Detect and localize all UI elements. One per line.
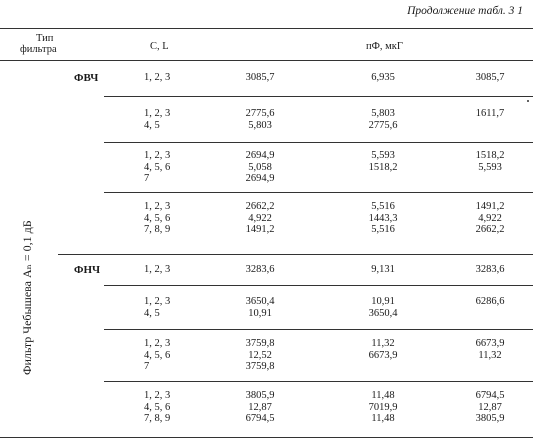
cell-c1: 3650,4 — [245, 296, 275, 307]
cell-c3: 5,593 — [478, 161, 502, 173]
cell-c1: 1491,2 — [245, 224, 275, 235]
cell-c2: 5,803 — [371, 108, 395, 119]
row-numbers: 1, 2, 3 — [144, 72, 171, 83]
cell-c2: 10,91 — [371, 296, 395, 307]
cell-c2: 11,32 — [371, 338, 395, 349]
cell-c1: 3283,6 — [245, 264, 275, 275]
row-numbers: 1, 2, 3 — [144, 264, 171, 275]
cell-c3: 3283,6 — [475, 264, 505, 275]
header-bottom-rule — [0, 60, 533, 61]
row-numbers: 1, 2, 3 — [144, 296, 171, 307]
cell-c3: 1518,2 — [475, 150, 505, 161]
cell-c2: 11,48 — [371, 413, 395, 424]
row-numbers: 1, 2, 3 — [144, 150, 171, 161]
row-separator — [58, 254, 533, 255]
cell-c1: 2694,9 — [245, 173, 275, 184]
cell-c3: 2662,2 — [475, 224, 505, 235]
row-separator — [104, 329, 533, 330]
cell-c1: 3805,9 — [245, 390, 275, 401]
row-numbers: 4, 5 — [144, 307, 160, 319]
cell-c1: 4,922 — [248, 212, 272, 224]
cell-c3: 1491,2 — [475, 201, 505, 212]
cell-c1: 2775,6 — [245, 108, 275, 119]
cell-c2: 1518,2 — [368, 161, 398, 173]
cell-c1: 2694,9 — [245, 150, 275, 161]
cell-c1: 2662,2 — [245, 201, 275, 212]
row-numbers: 7 — [144, 173, 150, 184]
row-numbers: 1, 2, 3 — [144, 201, 171, 212]
cell-c3: 4,922 — [478, 212, 502, 224]
cell-c1: 10,91 — [248, 307, 272, 319]
cell-c1: 5,058 — [248, 161, 272, 173]
header-top-rule — [0, 28, 533, 29]
row-numbers: 4, 5, 6 — [144, 212, 171, 224]
row-separator — [104, 96, 533, 97]
row-numbers: 4, 5, 6 — [144, 401, 171, 413]
cell-c1: 3085,7 — [245, 72, 275, 83]
cell-c3: 3085,7 — [475, 72, 505, 83]
cell-c3: 6286,6 — [475, 296, 505, 307]
row-numbers: 7, 8, 9 — [144, 413, 171, 424]
row-numbers: 1, 2, 3 — [144, 338, 171, 349]
cell-c1: 3759,8 — [245, 338, 275, 349]
cell-c3: 6794,5 — [475, 390, 505, 401]
stray-mark — [527, 100, 529, 102]
cell-c3: 6673,9 — [475, 338, 505, 349]
row-numbers: 1, 2, 3 — [144, 108, 171, 119]
cell-c2: 6,935 — [371, 72, 395, 83]
cell-c2: 9,131 — [371, 264, 395, 275]
cell-c2: 3650,4 — [368, 307, 398, 319]
cell-c2: 1443,3 — [368, 212, 398, 224]
cell-c1: 5,803 — [248, 119, 272, 131]
cell-c2: 5,516 — [371, 224, 395, 235]
cell-c1: 12,52 — [248, 349, 272, 361]
row-numbers: 4, 5, 6 — [144, 161, 171, 173]
cell-c2: 5,593 — [371, 150, 395, 161]
table-bottom-rule — [0, 437, 533, 438]
cell-c1: 6794,5 — [245, 413, 275, 424]
cell-c2: 5,516 — [371, 201, 395, 212]
header-pf: пФ, мкГ — [366, 41, 403, 52]
row-separator — [104, 192, 533, 193]
header-cl: C, L — [150, 41, 169, 52]
cell-c1: 3759,8 — [245, 361, 275, 372]
header-type-line1: Тип — [36, 33, 54, 44]
row-numbers: 4, 5, 6 — [144, 349, 171, 361]
vertical-filter-label: Фильтр Чебышева Aₙ = 0,1 дБ — [20, 220, 34, 375]
group-label-fnch: ФНЧ — [74, 264, 101, 276]
cell-c2: 6673,9 — [368, 349, 398, 361]
row-separator — [104, 381, 533, 382]
row-numbers: 7, 8, 9 — [144, 224, 171, 235]
cell-c3: 11,32 — [478, 349, 502, 361]
row-numbers: 4, 5 — [144, 119, 160, 131]
cell-c3: 12,87 — [478, 401, 502, 413]
cell-c2: 11,48 — [371, 390, 395, 401]
row-separator — [104, 285, 533, 286]
table-caption: Продолжение табл. 3 1 — [407, 5, 523, 17]
group-label-fvch: ФВЧ — [74, 72, 99, 84]
cell-c3: 3805,9 — [475, 413, 505, 424]
cell-c3: 1611,7 — [475, 108, 505, 119]
cell-c2: 2775,6 — [368, 119, 398, 131]
row-separator — [104, 142, 533, 143]
row-numbers: 7 — [144, 361, 150, 372]
cell-c1: 12,87 — [248, 401, 272, 413]
header-type-line2: фильтра — [20, 44, 57, 55]
row-numbers: 1, 2, 3 — [144, 390, 171, 401]
cell-c2: 7019,9 — [368, 401, 398, 413]
